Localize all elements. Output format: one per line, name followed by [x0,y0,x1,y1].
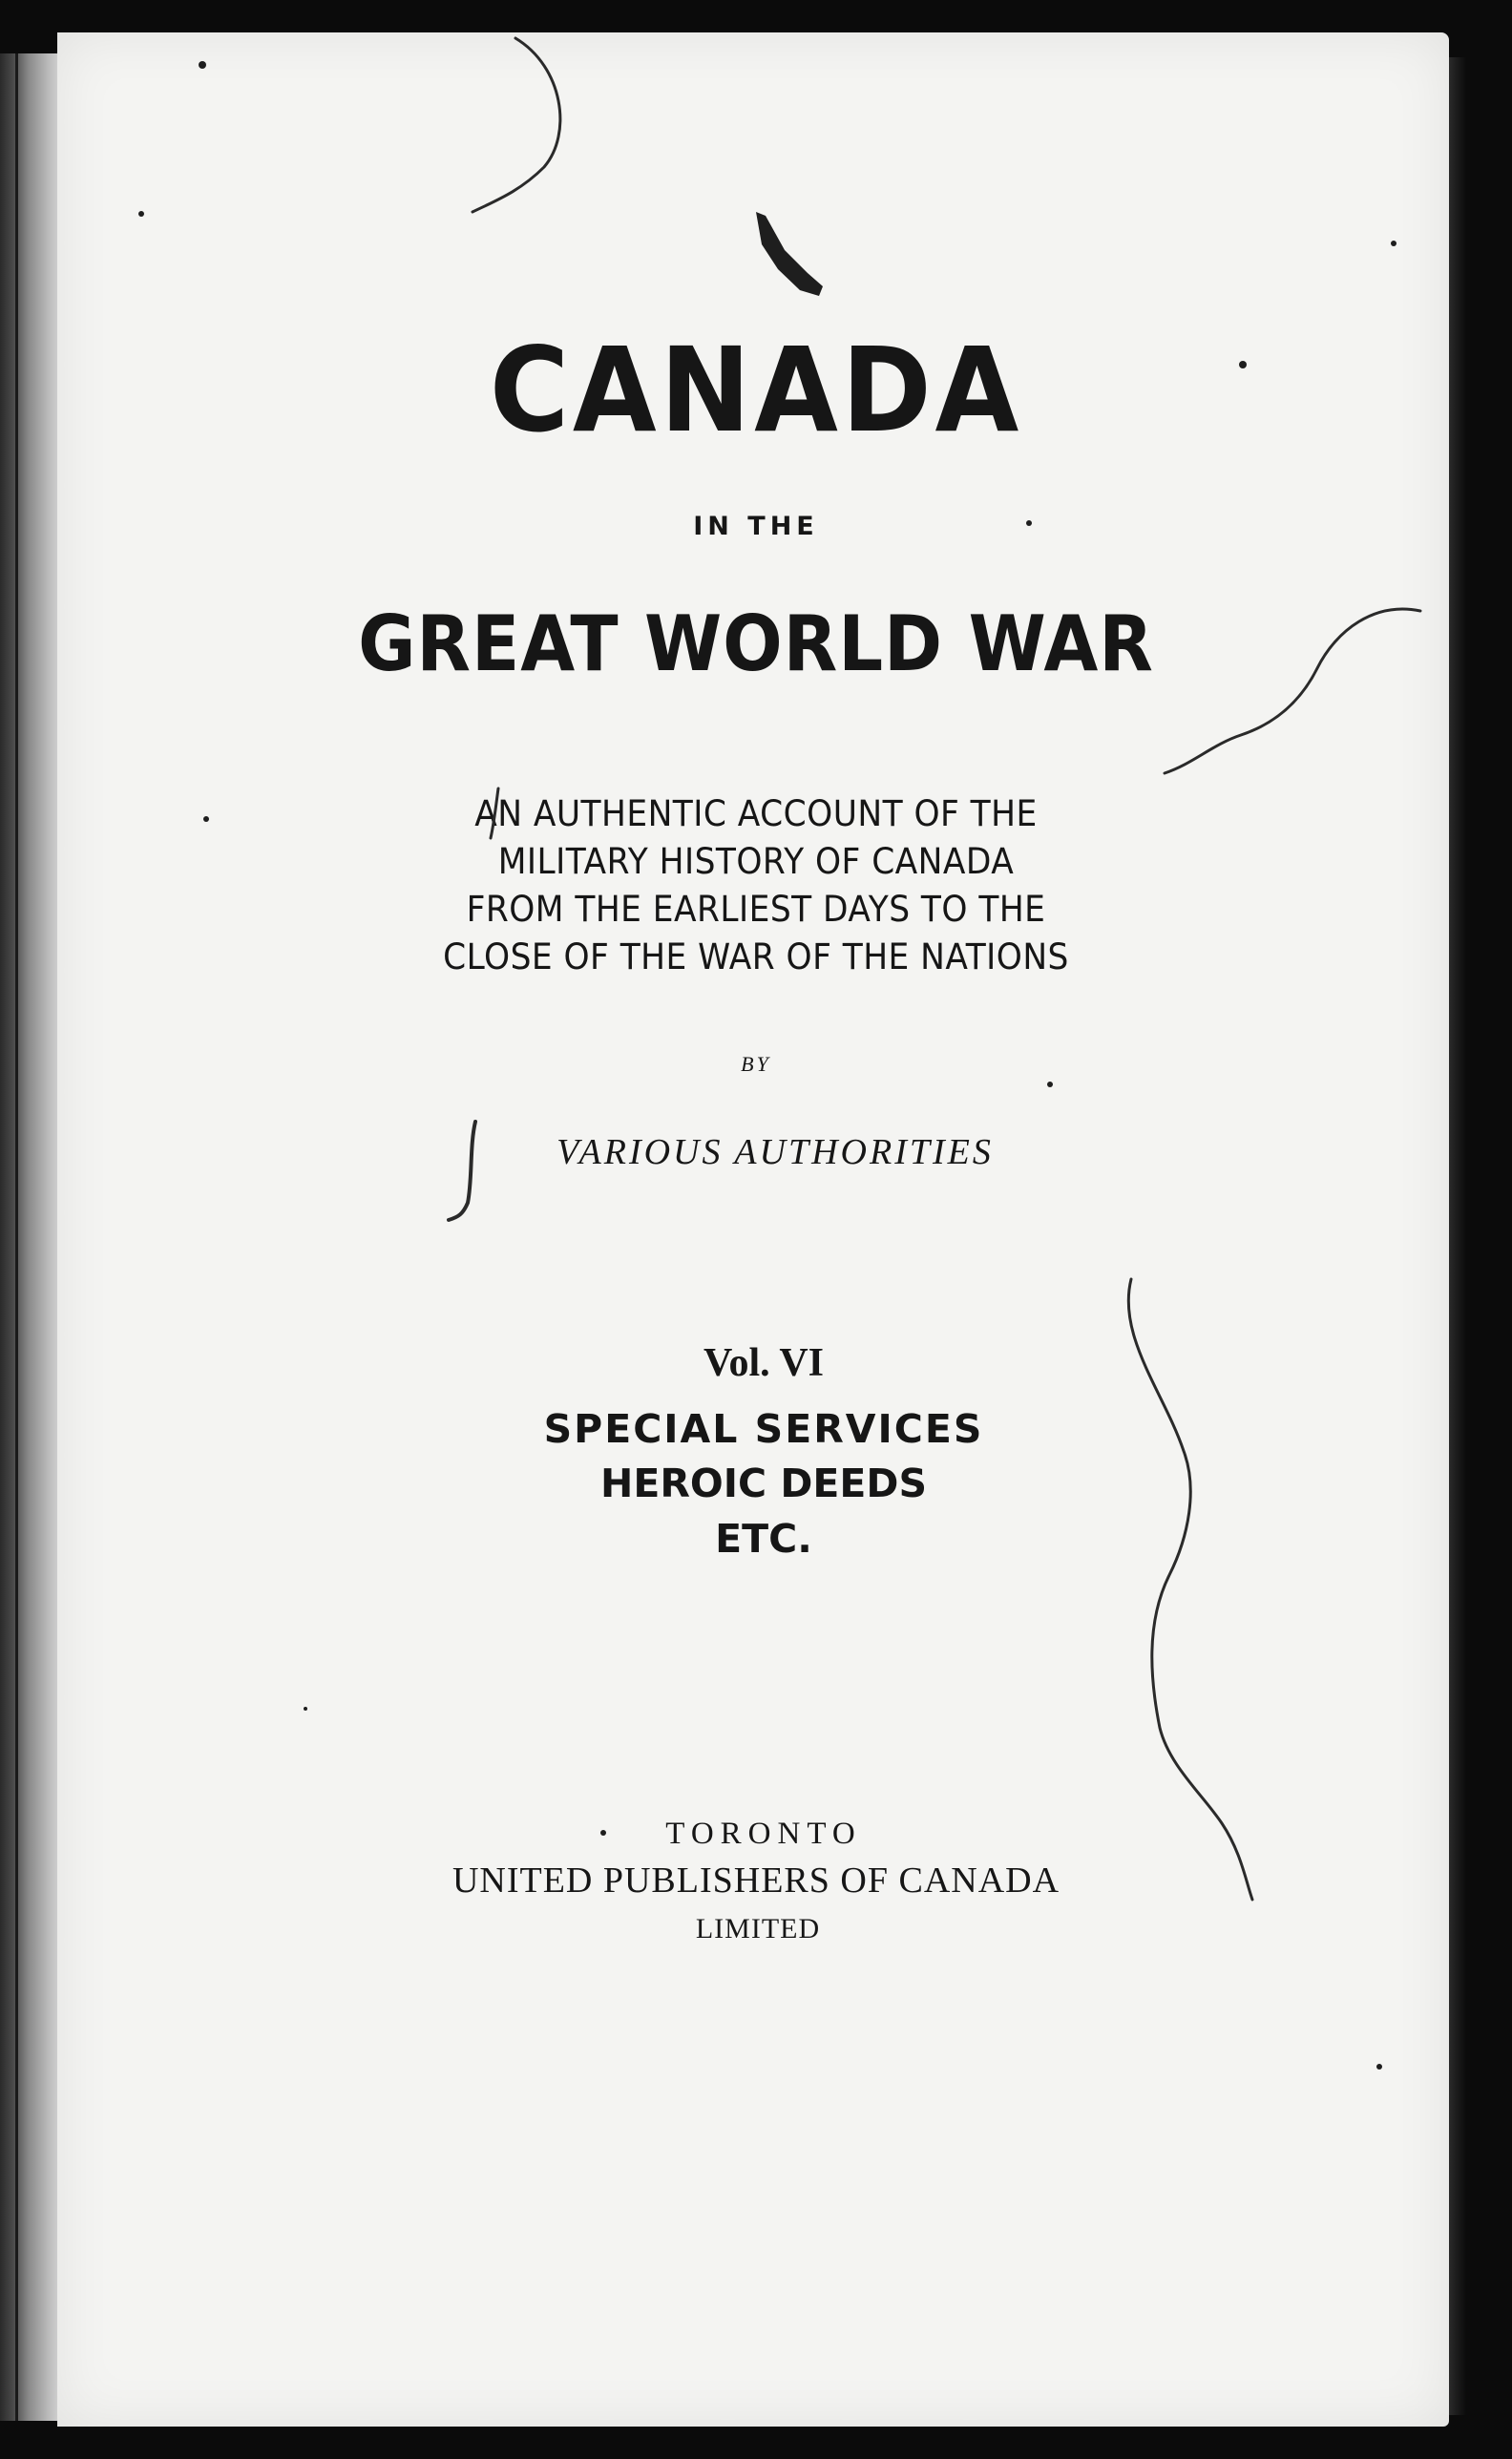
subject-line-1: SPECIAL SERVICES [543,1406,984,1452]
book-description [52,790,1459,981]
imprint-limited: LIMITED [695,1913,821,1944]
book-title: CANADA [489,323,1023,458]
description-line-3: FROM THE EARLIEST DAYS TO THE [466,889,1046,930]
volume-number: Vol. VI [703,1341,825,1385]
by-label: BY [741,1052,771,1076]
authors-line: VARIOUS AUTHORITIES [556,1132,994,1172]
title-connector: IN THE [693,512,819,541]
subject-line-3: ETC. [715,1516,812,1562]
description-line-1: AN AUTHENTIC ACCOUNT OF THE [474,793,1038,834]
subject-line-2: HEROIC DEEDS [600,1461,927,1506]
book-subtitle: GREAT WORLD WAR [358,599,1154,688]
imprint-publisher: UNITED PUBLISHERS OF CANADA [452,1860,1060,1901]
imprint-city: TORONTO [665,1817,862,1851]
spine-shadow-line [15,53,18,2421]
description-line-4: CLOSE OF THE WAR OF THE NATIONS [443,936,1069,977]
description-line-2: MILITARY HISTORY OF CANADA [497,841,1015,882]
